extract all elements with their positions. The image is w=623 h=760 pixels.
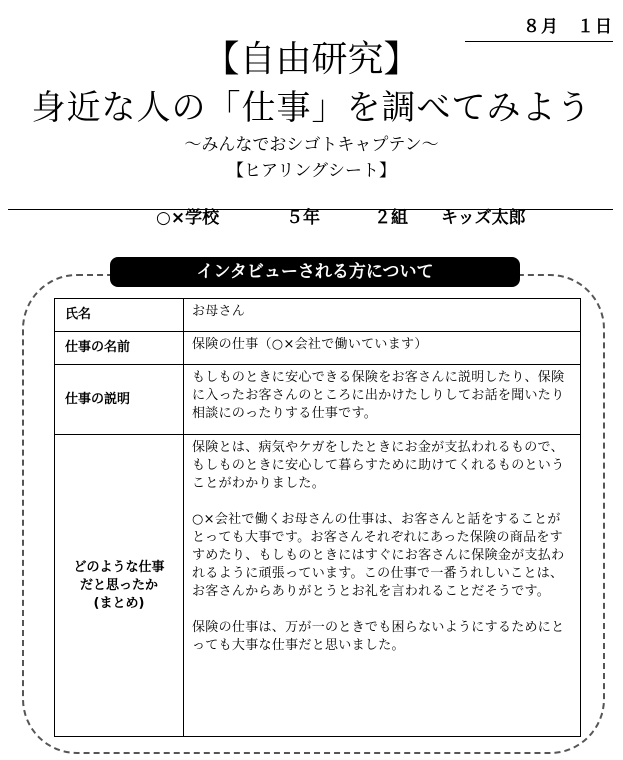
student-school: ○×学校 — [156, 208, 220, 228]
value-name: お母さん — [184, 299, 581, 332]
label-summary-line: どのような仕事 — [73, 559, 165, 575]
student-grade: ５年 — [286, 208, 320, 228]
label-summary-line: (まとめ) — [93, 595, 145, 611]
section-heading: インタビューされる方について — [110, 257, 520, 287]
page-title: 【自由研究】 — [203, 39, 420, 80]
page-heading: 身近な人の「仕事」を調べてみよう — [31, 88, 592, 128]
label-job-name: 仕事の名前 — [55, 332, 184, 365]
value-job-description: もしものときに安心できる保険をお客さんに説明したり、保険に入ったお客さんのところに出かけたしりしてお話を聞いたり相談にのったりする仕事です。 — [184, 365, 581, 435]
sheet-name: 【ヒアリングシート】 — [227, 161, 396, 181]
table-row — [55, 332, 581, 365]
student-line — [8, 206, 613, 228]
value-summary: 保険とは、病気やケガをしたときにお金が支払われるもので、もしものときに安心して暮らすために助けてくれるものということがわかりました。 ○×会社で働くお母さんの仕事は、お客さんと話をすることがとっても大事です。お客さんそれぞれにあった保険の商品をすすめたり、もしものときにはすぐにお客さんに保険金が支払われるように頑張っています。この仕事で一番うれしいことは、お客さんからありがとうとお礼を言われることだそうです。 保険の仕事は、万が一のときでも困らないようにするためにとっても大事な仕事だと思いました。 — [184, 435, 581, 737]
table-row — [55, 365, 581, 435]
date: ８月 １日 — [465, 12, 613, 42]
table-row — [55, 435, 581, 737]
label-job-description: 仕事の説明 — [55, 365, 184, 435]
label-summary — [55, 435, 184, 737]
table-row — [55, 299, 581, 332]
value-job-name: 保険の仕事（○×会社で働いています） — [184, 332, 581, 365]
student-class: ２組 — [374, 208, 408, 228]
label-summary-line: だと思ったか — [79, 577, 158, 593]
label-name: 氏名 — [55, 299, 184, 332]
student-name: キッズ太郎 — [441, 208, 526, 228]
subtitle: ～みんなでおシゴトキャプテン～ — [184, 135, 439, 155]
interview-table — [54, 298, 581, 737]
